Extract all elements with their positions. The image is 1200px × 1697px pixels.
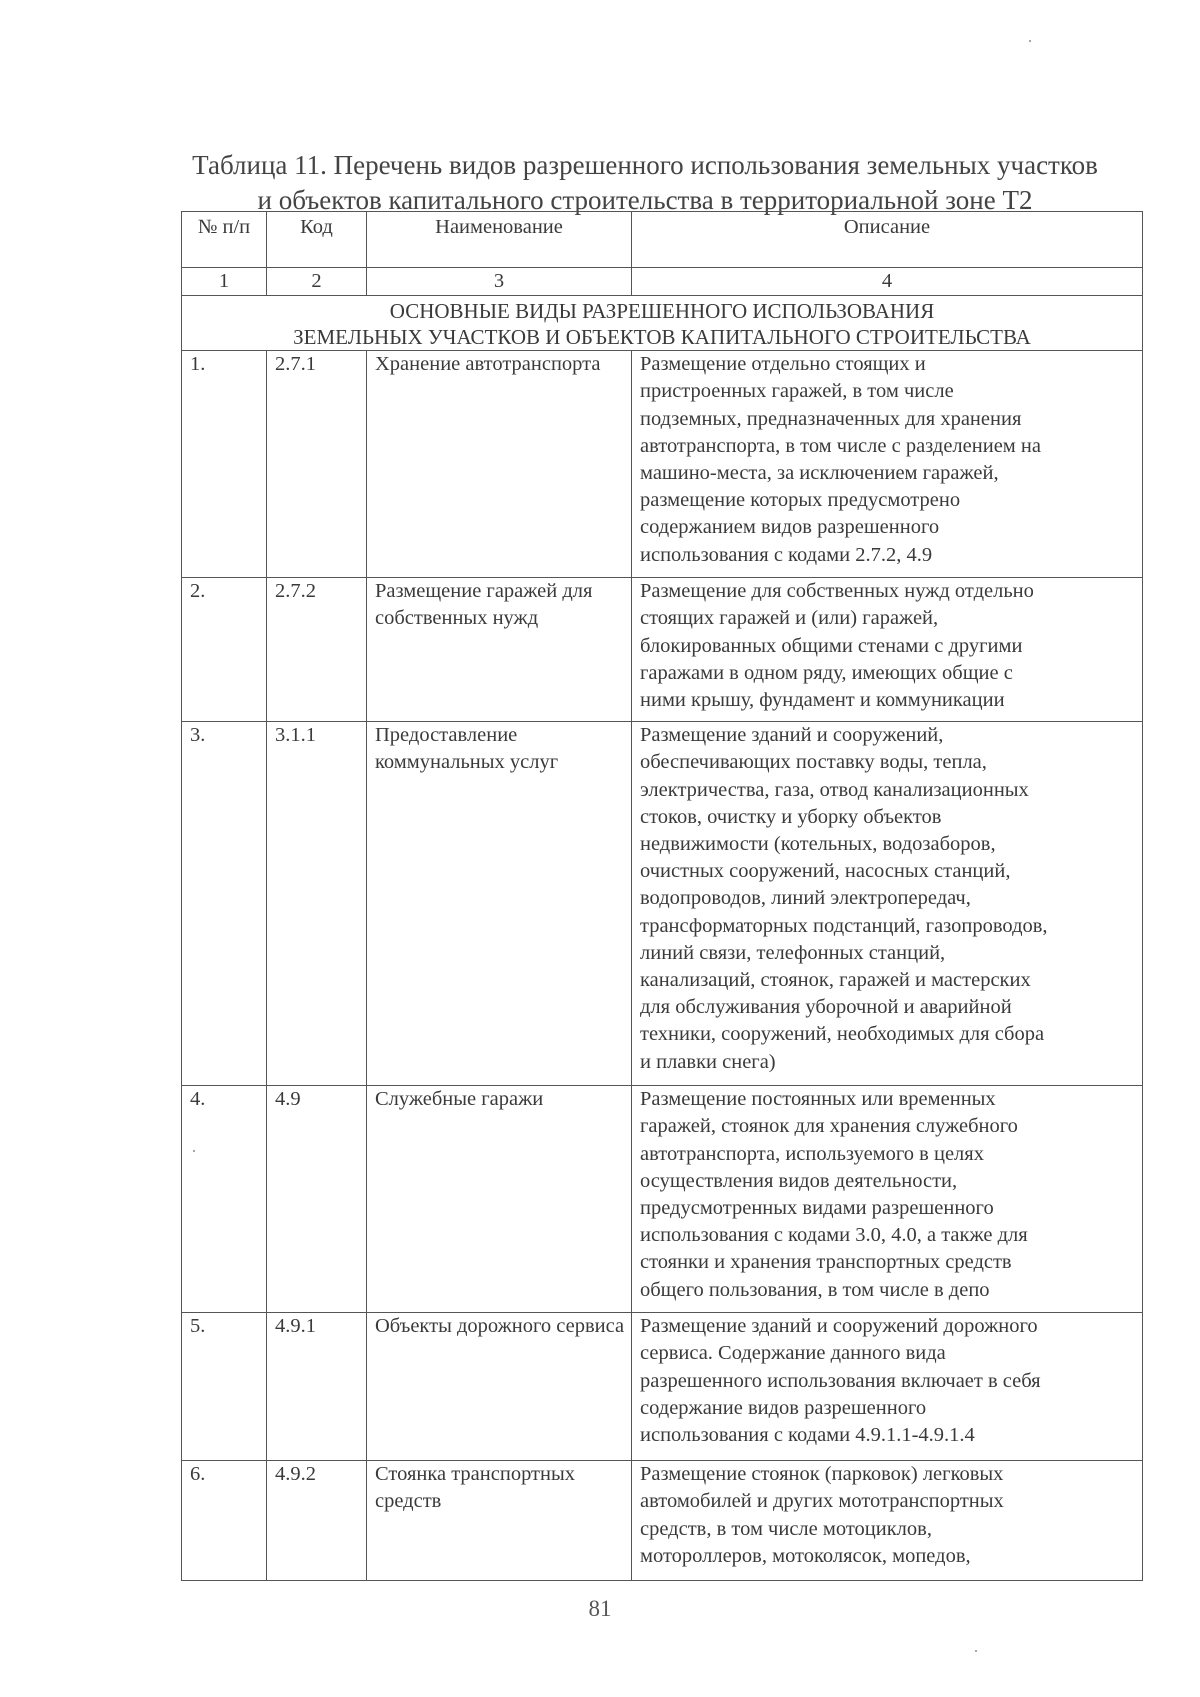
section-heading — [182, 296, 1143, 351]
row-code: 3.1.1 — [267, 722, 367, 1086]
desc-line: осуществления видов деятельности, — [640, 1169, 958, 1192]
column-number: 2 — [267, 268, 367, 296]
desc-line: Размещение отдельно стоящих и — [640, 353, 926, 376]
desc-line: использования с кодами 2.7.2, 4.9 — [640, 543, 933, 566]
table-row — [182, 1461, 1143, 1581]
table-row — [182, 1313, 1143, 1461]
row-num: 5. — [182, 1313, 267, 1461]
desc-line: гаражами в одном ряду, имеющих общие с — [640, 661, 1013, 684]
row-code: 2.7.2 — [267, 578, 367, 722]
page-number: 81 — [588, 1596, 612, 1621]
desc-line: использования с кодами 3.0, 4.0, а также для — [640, 1224, 1028, 1247]
desc-line: средств, в том числе мотоциклов, — [640, 1517, 932, 1540]
desc-line: стоков, очистку и уборку объектов — [640, 805, 942, 828]
header-code: Код — [267, 212, 367, 268]
desc-line: обеспечивающих поставку воды, тепла, — [640, 751, 987, 774]
desc-line: водопроводов, линий электропередач, — [640, 887, 971, 910]
row-code: 4.9.1 — [267, 1313, 367, 1461]
desc-line: недвижимости (котельных, водозаборов, — [640, 833, 996, 856]
section-heading-row — [182, 296, 1143, 351]
desc-line: Размещение для собственных нужд отдельно — [640, 580, 1034, 603]
row-code: 4.9.2 — [267, 1461, 367, 1581]
desc-line: и плавки снега) — [640, 1050, 776, 1073]
desc-line: использования с кодами 4.9.1.1-4.9.1.4 — [640, 1424, 975, 1447]
table-row — [182, 1086, 1143, 1313]
desc-line: Размещение постоянных или временных — [640, 1088, 996, 1111]
header-num: № п/п — [182, 212, 267, 268]
desc-line: блокированных общими стенами с другими — [640, 634, 1023, 657]
row-name: Размещение гаражей для собственных нужд — [367, 578, 632, 722]
desc-line: гаражей, стоянок для хранения служебного — [640, 1115, 1018, 1138]
row-num: 1. — [182, 351, 267, 578]
desc-line: линий связи, телефонных станций, — [640, 941, 946, 964]
scan-speck — [1029, 40, 1031, 42]
desc-line: общего пользования, в том числе в депо — [640, 1278, 990, 1301]
row-code: 4.9 — [267, 1086, 367, 1313]
table-row — [182, 351, 1143, 578]
row-name: Стоянка транспортных средств — [367, 1461, 632, 1581]
column-number-row — [182, 268, 1143, 296]
header-row — [182, 212, 1143, 268]
table-title-line-2: и объектов капитального строительства в территориальной зоне Т2 — [257, 185, 1033, 215]
desc-line: ними крышу, фундамент и коммуникации — [640, 689, 1005, 712]
column-number: 3 — [367, 268, 632, 296]
column-number: 1 — [182, 268, 267, 296]
scan-speck — [193, 1150, 195, 1152]
row-desc — [632, 1313, 1143, 1461]
desc-line: предусмотренных видами разрешенного — [640, 1197, 994, 1220]
desc-line: автотранспорта, в том числе с разделением на — [640, 434, 1041, 457]
header-desc: Описание — [632, 212, 1143, 268]
desc-line: стоящих гаражей и (или) гаражей, — [640, 607, 939, 630]
desc-line: стоянки и хранения транспортных средств — [640, 1251, 1012, 1274]
row-num: 3. — [182, 722, 267, 1086]
row-code: 2.7.1 — [267, 351, 367, 578]
section-heading-line-2: ЗЕМЕЛЬНЫХ УЧАСТКОВ И ОБЪЕКТОВ КАПИТАЛЬНОГО СТРОИТЕЛЬСТВА — [293, 325, 1031, 350]
row-num: 6. — [182, 1461, 267, 1581]
desc-line: машино-места, за исключением гаражей, — [640, 462, 999, 485]
desc-line: электричества, газа, отвод канализационных — [640, 778, 1029, 801]
section-heading-line-1: ОСНОВНЫЕ ВИДЫ РАЗРЕШЕННОГО ИСПОЛЬЗОВАНИЯ — [389, 299, 935, 324]
row-num: 4. — [182, 1086, 267, 1313]
desc-line: пристроенных гаражей, в том числе — [640, 380, 954, 403]
row-name: Объекты дорожного сервиса — [367, 1313, 632, 1461]
table-title — [150, 148, 1140, 218]
desc-line: трансформаторных подстанций, газопроводов, — [640, 914, 1048, 937]
desc-line: Размещение зданий и сооружений дорожного — [640, 1315, 1038, 1338]
desc-line: Размещение стоянок (парковок) легковых — [640, 1463, 1004, 1486]
row-desc — [632, 578, 1143, 722]
desc-line: содержание видов разрешенного — [640, 1396, 927, 1419]
desc-line: канализаций, стоянок, гаражей и мастерских — [640, 969, 1031, 992]
permitted-use-table — [181, 211, 1143, 1581]
row-desc — [632, 351, 1143, 578]
desc-line: содержанием видов разрешенного — [640, 516, 940, 539]
row-desc — [632, 722, 1143, 1086]
desc-line: сервиса. Содержание данного вида — [640, 1342, 946, 1365]
row-desc — [632, 1461, 1143, 1581]
desc-line: размещение которых предусмотрено — [640, 489, 961, 512]
scan-speck — [975, 1650, 977, 1652]
row-name: Служебные гаражи — [367, 1086, 632, 1313]
column-number: 4 — [632, 268, 1143, 296]
desc-line: автотранспорта, используемого в целях — [640, 1142, 984, 1165]
row-desc — [632, 1086, 1143, 1313]
row-name: Хранение автотранспорта — [367, 351, 632, 578]
desc-line: автомобилей и других мототранспортных — [640, 1490, 1004, 1513]
desc-line: очистных сооружений, насосных станций, — [640, 860, 1011, 883]
desc-line: Размещение зданий и сооружений, — [640, 724, 944, 747]
desc-line: подземных, предназначенных для хранения — [640, 407, 1022, 430]
row-name: Предоставление коммунальных услуг — [367, 722, 632, 1086]
desc-line: техники, сооружений, необходимых для сбора — [640, 1023, 1045, 1046]
desc-line: мотороллеров, мотоколясок, мопедов, — [640, 1544, 971, 1567]
table-row — [182, 578, 1143, 722]
table-title-line-1: Таблица 11. Перечень видов разрешенного использования земельных участков — [192, 150, 1098, 180]
table-row — [182, 722, 1143, 1086]
desc-line: разрешенного использования включает в себя — [640, 1369, 1041, 1392]
row-num: 2. — [182, 578, 267, 722]
desc-line: для обслуживания уборочной и аварийной — [640, 996, 1012, 1019]
header-name: Наименование — [367, 212, 632, 268]
